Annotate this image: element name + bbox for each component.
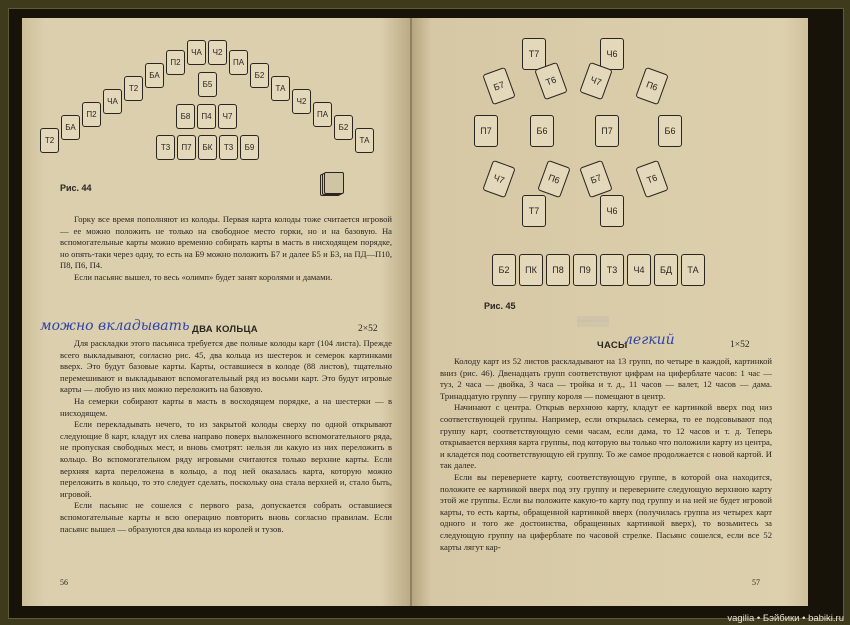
playing-card: Ч6 [600, 195, 624, 227]
playing-card: ПА [229, 50, 248, 75]
playing-card: П7 [177, 135, 196, 160]
playing-card: ЧА [187, 40, 206, 65]
playing-card: Ч2 [208, 40, 227, 65]
section-count: 1×52 [730, 340, 750, 350]
figure-45-caption: Рис. 45 [484, 301, 516, 311]
playing-card: П8 [546, 254, 570, 286]
paragraph: Если пасьянс вышел, то весь «олимп» будет занят королями и дамами. [74, 271, 333, 282]
playing-card: Б2 [334, 115, 353, 140]
section-count: 2×52 [358, 324, 378, 334]
playing-card: ТА [355, 128, 374, 153]
playing-card: БД [654, 254, 678, 286]
playing-card: Т2 [40, 128, 59, 153]
page-number-left: 56 [60, 578, 68, 587]
playing-card: Ч7 [218, 104, 237, 129]
playing-card: Ч6 [600, 38, 624, 70]
stamp-mark: ▒▒▒▒▒ [577, 316, 609, 326]
playing-card: ТА [681, 254, 705, 286]
left-top-text [60, 214, 392, 284]
playing-card: Б6 [658, 115, 682, 147]
playing-card: П2 [82, 102, 101, 127]
playing-card: Т3 [600, 254, 624, 286]
playing-card: Т6 [635, 160, 668, 198]
playing-card: Т7 [522, 195, 546, 227]
paragraph: Если перекладывать нечего, то из закрытой колоды сверху по одной открывают следующие 8 карт, кладут их слева направо поверх выложенного вспомогательного ряда, не пропуская свободных мест, и вновь смотрят: нельзя ли какую из них переложить в кольцо. Во вспомогательном ряду игровыми считаются только верхние карты. Если верхняя карта переложена в кольцо, а под ней оказалась карта, которую можно переложить в кольцо, то это следует сделать, поскольку она стала верхней и, стало быть, игровой. [60, 419, 392, 499]
page-number-right: 57 [752, 578, 760, 587]
playing-card: П6 [537, 160, 570, 198]
right-main-text [440, 356, 772, 553]
playing-card: Б8 [176, 104, 195, 129]
playing-card: П7 [474, 115, 498, 147]
playing-card: Б5 [198, 72, 217, 97]
left-page [22, 18, 412, 606]
playing-card: ПА [313, 102, 332, 127]
handwritten-note: легкий [624, 332, 675, 348]
playing-card: Б6 [530, 115, 554, 147]
paragraph: Начинают с центра. Открыв верхнюю карту, кладут ее картинкой вверх под низ соответствующей группы. Например, если открылась семерка, то ее подсовывают под группу карт, соответствующую семи часам, если дама, то 12 часов и т. д. Теперь открывается верхняя карта группы, под которую вы только что положили карту из центра, и кладется под соответствующую ей группу. То же самое продолжается с новой картой. И так далее. [440, 402, 772, 471]
playing-card: Б7 [579, 160, 612, 198]
paragraph: Если пасьянс не сошелся с первого раза, допускается собрать оставшиеся вспомогательные карты и всю операцию повторить вновь согласно правилам. Если пасьянс вышел — образуются два кольца из королей и тузов. [60, 500, 392, 534]
playing-card: П6 [635, 67, 668, 105]
playing-card: ПК [519, 254, 543, 286]
paragraph: На семерки собирают карты в масть в восходящем порядке, а на шестерки — в нисходящем. [60, 395, 392, 418]
playing-card: П4 [197, 104, 216, 129]
section-title-two-rings: ДВА КОЛЬЦА [192, 324, 258, 335]
playing-card: ЧА [103, 89, 122, 114]
playing-card: Ч2 [292, 89, 311, 114]
handwritten-note: можно вкладывать [40, 318, 190, 334]
playing-card: Т6 [534, 62, 567, 100]
section-title-clock: ЧАСЫ [597, 340, 628, 351]
watermark: vagilia • Бэйбики • babiki.ru [727, 613, 844, 624]
playing-card: Б9 [240, 135, 259, 160]
playing-card: П2 [166, 50, 185, 75]
paragraph: Колоду карт из 52 листов раскладывают на 13 групп, по четыре в каждой, картинкой вниз (рис. 46). Двенадцать групп соответствуют цифрам на циферблате часов: 1 час — туз, 2 часа — двойка, 3 часа — тройка и т. д., 11 часов — валет, 12 часов — дама. Тринадцатую группу — группу короля — помещают в центр. [440, 356, 772, 401]
right-page [412, 18, 808, 606]
playing-card: ТА [271, 76, 290, 101]
playing-card: Т2 [124, 76, 143, 101]
playing-card: Б7 [482, 67, 515, 105]
paragraph: Для раскладки этого пасьянса требуется две полные колоды карт (104 листа). Прежде всего выкладывают, согласно рис. 45, два кольца из шестерок и семерок картинками вверх. Это будут базовые карты. Карты, оставшиеся в колоде (88 листов), тщательно перемешивают и выкладывают вспомогательный ряд из восьми карт. Это будут игровые карты — любую из них можно переложить на базовую. [60, 338, 392, 395]
playing-card: Ч7 [579, 62, 612, 100]
deck-icon [320, 172, 342, 194]
playing-card: Т3 [219, 135, 238, 160]
playing-card: Ч7 [482, 160, 515, 198]
playing-card: Т7 [522, 38, 546, 70]
paragraph: Горку все время пополняют из колоды. Первая карта колоды тоже считается игровой — ее можно положить не только на свободное место горки, но и на базовую. На вспомогательные карты можно временно собирать карты в масть в нисходящем порядке, но опять-таки через одну, то есть на Б9 можно положить Б7 и далее Б5 и Б3, на ПД—П10, П8, П6, П4. [60, 214, 392, 271]
left-main-text [60, 338, 392, 535]
playing-card: Б2 [492, 254, 516, 286]
playing-card: Б2 [250, 63, 269, 88]
paragraph: Если вы перевернете карту, соответствующую группе, в которой она находится, положите ее картинкой вверх под эту группу и переверните следующую верхнюю карту этой же группы. Если вы положите какую-то карту под группу и на ней не будет игровой карты, то есть карты, обращенной картинкой вверх (получилась группа из четырех карт одного и того же достоинства, обращенных картинкой вверх), то возьмитесь за следующую группу на циферблате по часовой стрелке. Пасьянс сошелся, если все 52 карты лягут кар- [440, 471, 772, 552]
playing-card: БА [145, 63, 164, 88]
playing-card: П9 [573, 254, 597, 286]
playing-card: Ч4 [627, 254, 651, 286]
playing-card: БА [61, 115, 80, 140]
playing-card: П7 [595, 115, 619, 147]
playing-card: Т3 [156, 135, 175, 160]
playing-card: БК [198, 135, 217, 160]
figure-44-caption: Рис. 44 [60, 183, 92, 193]
